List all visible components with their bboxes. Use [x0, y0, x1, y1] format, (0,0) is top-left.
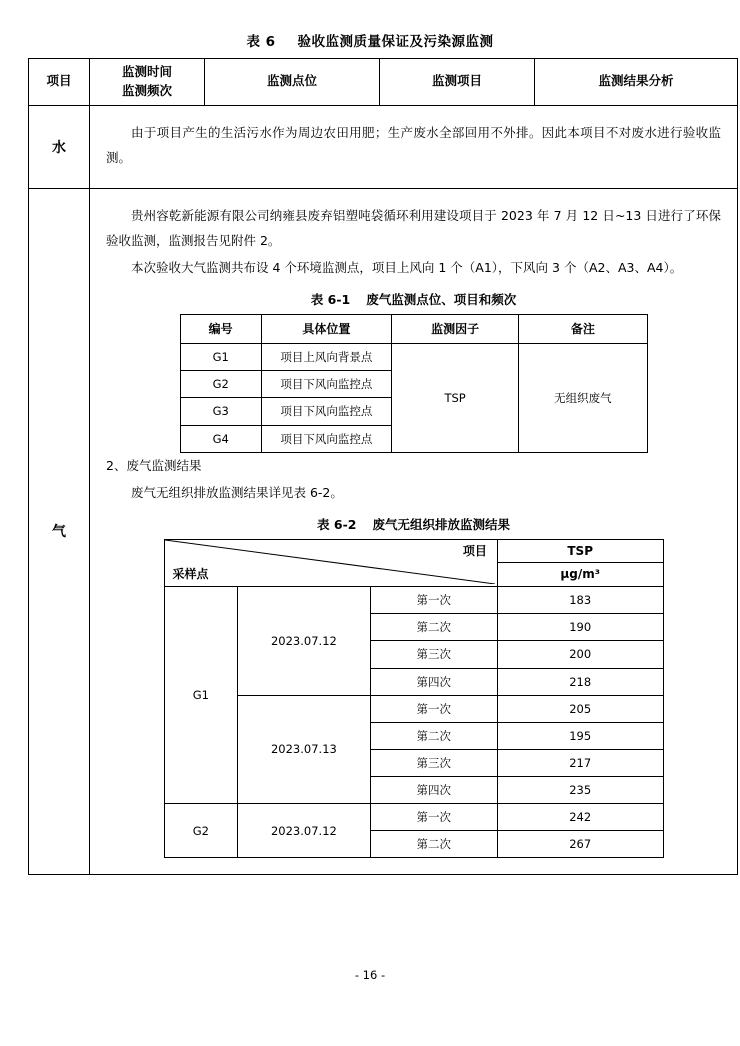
table61-caption-number: 表 6-1 [310, 291, 351, 307]
table6-header-result: 监测结果分析 [535, 59, 738, 106]
page-number: - 16 - [354, 968, 386, 982]
table62-unit: μg/m³ [560, 567, 600, 582]
table62-corner-top-label: 项目 [462, 543, 487, 558]
table62-cell-sample-value: 218 [497, 668, 663, 695]
table62-cell-point: G2 [164, 804, 238, 858]
table62-corner-bottom-label: 采样点 [172, 567, 209, 582]
table62-corner-cell [164, 539, 497, 587]
table62-cell-sample-value: 205 [497, 695, 663, 722]
table62-cell-sample-label: 第一次 [370, 695, 497, 722]
table62-cell-date: 2023.07.12 [238, 587, 371, 695]
table62-cell-sample-label: 第一次 [370, 587, 497, 614]
table6-caption-number: 表 6 [246, 34, 276, 50]
table62-cell-sample-value: 242 [497, 804, 663, 831]
table61-header-factor: 监测因子 [391, 314, 518, 344]
table6-header-time-line1: 监测时间 [121, 64, 172, 79]
page-content [28, 30, 721, 960]
table61-cell-location: 项目下风向监控点 [261, 371, 391, 398]
diagonal-line-icon [165, 540, 495, 584]
table6-caption-text: 验收监测质量保证及污染源监测 [297, 34, 494, 50]
table6-header-time-line2: 监测频次 [121, 82, 172, 98]
table61-cell-id: G2 [180, 371, 261, 398]
table61-row [180, 344, 647, 371]
table62-cell-sample-value: 200 [497, 641, 663, 668]
table62-caption-number: 表 6-2 [317, 516, 357, 532]
table62-cell-date: 2023.07.13 [238, 695, 371, 803]
table62-cell-point: G1 [164, 587, 238, 804]
table61-cell-location: 项目上风向背景点 [261, 344, 391, 371]
row-content-air [90, 188, 738, 875]
table62-cell-sample-value: 190 [497, 614, 663, 641]
air-paragraph-2: 本次验收大气监测共布设 4 个环境监测点，项目上风向 1 个（A1），下风向 3 个（A2、A3、A4）。 [131, 259, 683, 275]
table62-caption [106, 515, 721, 535]
table62-row [164, 695, 663, 722]
table61-caption-text: 废气监测点位、项目和频次 [366, 291, 517, 307]
table61-cell-id: G1 [180, 344, 261, 371]
table62-cell-sample-value: 267 [497, 831, 663, 858]
table62-caption-text: 废气无组织排放监测结果 [372, 516, 510, 532]
table62-cell-sample-value: 183 [497, 587, 663, 614]
table62-cell-sample-value: 217 [497, 749, 663, 776]
table61-cell-location: 项目下风向监控点 [261, 398, 391, 425]
table62-row [164, 804, 663, 831]
table61-header-remark: 备注 [519, 314, 647, 344]
table62-cell-sample-label: 第二次 [370, 831, 497, 858]
table6 [28, 58, 738, 875]
table6-caption [28, 30, 712, 50]
table6-header-point: 监测点位 [205, 59, 380, 106]
table62-cell-sample-value: 235 [497, 776, 663, 803]
table62-cell-sample-label: 第一次 [370, 804, 497, 831]
table62-cell-sample-value: 195 [497, 722, 663, 749]
table61-cell-id: G4 [180, 425, 261, 452]
table61-header-row [180, 314, 647, 344]
table6-header-row [29, 59, 738, 106]
air-paragraph-1: 贵州容乾新能源有限公司纳雍县废弃铝塑吨袋循环利用建设项目于 2023 年 7 月 12 日~13 日进行了环保验收监测，监测报告见附件 2。 [106, 207, 721, 248]
table62-cell-date: 2023.07.12 [238, 804, 371, 858]
table62-cell-sample-label: 第三次 [370, 749, 497, 776]
table61-caption [106, 290, 721, 310]
table62-row [164, 587, 663, 614]
row-label-air: 气 [29, 188, 90, 875]
table62-cell-sample-label: 第二次 [370, 722, 497, 749]
table62-cell-sample-label: 第三次 [370, 641, 497, 668]
water-paragraph: 由于项目产生的生活污水作为周边农田用肥；生产废水全部回用不外排。因此本项目不对废水进行验收监测。 [106, 124, 721, 165]
table62 [164, 539, 664, 859]
row-label-water: 水 [29, 105, 90, 188]
table6-header-project: 监测项目 [380, 59, 535, 106]
table62-value-header-cell [497, 539, 663, 587]
table61-cell-id: G3 [180, 398, 261, 425]
table62-header-row [164, 539, 663, 587]
air-note-1: 2、废气监测结果 [106, 457, 202, 473]
table62-cell-sample-label: 第四次 [370, 776, 497, 803]
row-content-water [90, 105, 738, 188]
table6-header-item: 项目 [29, 59, 90, 106]
table61-cell-remark: 无组织废气 [519, 344, 647, 452]
table61-cell-factor: TSP [391, 344, 518, 452]
table61-header-id: 编号 [180, 314, 261, 344]
air-note-2: 废气无组织排放监测结果详见表 6-2。 [131, 484, 343, 500]
table6-row-air [29, 188, 738, 875]
table61-header-location: 具体位置 [261, 314, 391, 344]
table61 [180, 314, 648, 453]
table62-cell-sample-label: 第二次 [370, 614, 497, 641]
table6-row-water [29, 105, 738, 188]
table6-header-time [90, 59, 205, 106]
table62-value-header: TSP [498, 540, 663, 564]
table61-cell-location: 项目下风向监控点 [261, 425, 391, 452]
table62-cell-sample-label: 第四次 [370, 668, 497, 695]
